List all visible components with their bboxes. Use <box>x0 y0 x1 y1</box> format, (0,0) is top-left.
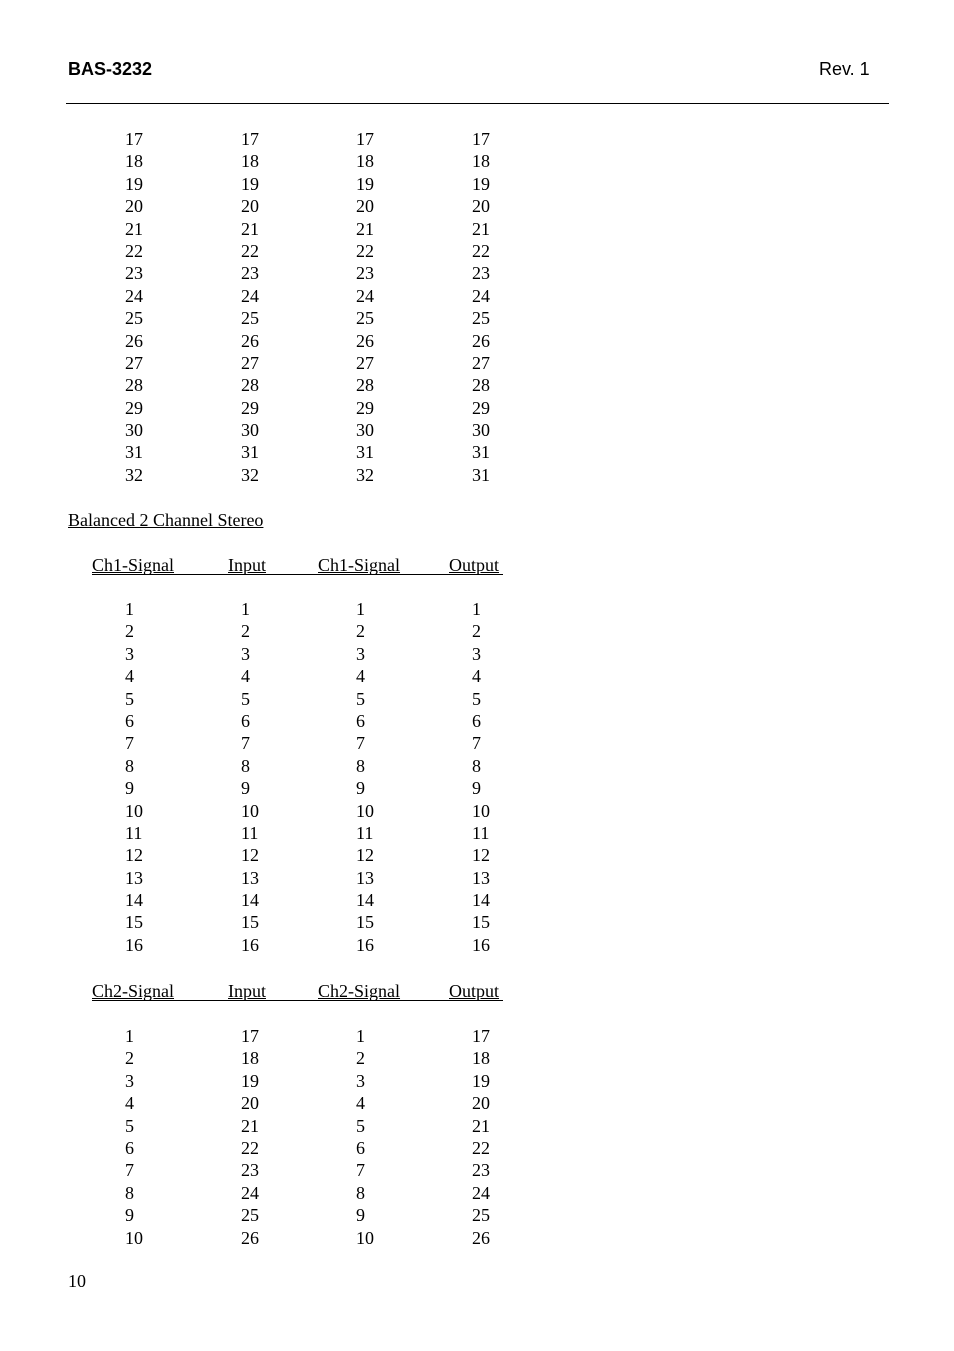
table-row <box>0 307 954 329</box>
table-cell: 17 <box>472 1026 490 1046</box>
table-cell: 20 <box>472 1093 490 1114</box>
table-cell: 8 <box>125 1182 134 1203</box>
table-row <box>0 1025 954 1047</box>
table-cell: 6 <box>472 710 481 731</box>
table-row <box>0 710 954 732</box>
table-cell: 31 <box>472 442 490 463</box>
table-cell: 28 <box>472 375 490 396</box>
table-cell: 6 <box>356 710 365 731</box>
table-cell: 15 <box>472 912 490 933</box>
table-row <box>0 1115 954 1137</box>
table-cell: 19 <box>472 173 490 194</box>
table-cell: 2 <box>356 621 365 642</box>
table-cell: 21 <box>356 218 374 239</box>
table-cell: 16 <box>125 934 143 955</box>
table-cell: 24 <box>241 1182 259 1203</box>
table-cell: 14 <box>472 890 490 911</box>
table-cell: 2 <box>472 621 481 642</box>
table-cell: 1 <box>125 1026 134 1046</box>
ch2-header-input: Input <box>228 981 266 1001</box>
table-cell: 28 <box>241 375 259 396</box>
table-cell: 9 <box>125 778 134 799</box>
table-cell: 27 <box>241 352 259 373</box>
table-cell: 2 <box>356 1048 365 1069</box>
table-cell: 26 <box>356 330 374 351</box>
table-row <box>0 665 954 687</box>
ch1-header-signal-output: Ch1-Signal <box>318 555 401 575</box>
table-row <box>0 643 954 665</box>
table-cell: 24 <box>356 285 374 306</box>
table-cell: 7 <box>472 733 481 754</box>
table-cell: 26 <box>125 330 143 351</box>
table-row <box>0 1227 954 1249</box>
table-cell: 10 <box>356 800 374 821</box>
table-cell: 16 <box>241 934 259 955</box>
table-cell: 13 <box>125 867 143 888</box>
table-cell: 1 <box>241 599 250 619</box>
table-cell: 1 <box>125 599 134 619</box>
table-cell: 13 <box>472 867 490 888</box>
table-cell: 31 <box>356 442 374 463</box>
table-row <box>0 844 954 866</box>
table-cell: 19 <box>356 173 374 194</box>
table-row <box>0 285 954 307</box>
table-row <box>0 262 954 284</box>
table-row <box>0 218 954 240</box>
table-cell: 4 <box>472 666 481 687</box>
table-cell: 24 <box>125 285 143 306</box>
table-cell: 2 <box>125 621 134 642</box>
table-cell: 24 <box>472 1182 490 1203</box>
table-cell: 5 <box>125 1115 134 1136</box>
table-cell: 15 <box>241 912 259 933</box>
table-cell: 18 <box>472 1048 490 1069</box>
table-cell: 4 <box>125 1093 134 1114</box>
table-cell: 18 <box>241 151 259 172</box>
ch1-table-header <box>0 554 954 576</box>
table-cell: 16 <box>472 934 490 955</box>
table-cell: 32 <box>125 464 143 485</box>
table-cell: 2 <box>125 1048 134 1069</box>
table-cell: 9 <box>241 778 250 799</box>
table-row <box>0 911 954 933</box>
table-row <box>0 1159 954 1181</box>
table-cell: 14 <box>241 890 259 911</box>
table-cell: 17 <box>472 129 490 149</box>
table-cell: 31 <box>125 442 143 463</box>
table-cell: 32 <box>356 464 374 485</box>
table-cell: 25 <box>472 308 490 329</box>
table-cell: 4 <box>125 666 134 687</box>
table-cell: 28 <box>125 375 143 396</box>
table-cell: 23 <box>241 263 259 284</box>
table-row <box>0 598 954 620</box>
table-cell: 4 <box>356 666 365 687</box>
table-cell: 3 <box>125 643 134 664</box>
table-row <box>0 1047 954 1069</box>
table-cell: 23 <box>356 263 374 284</box>
table-cell: 23 <box>125 263 143 284</box>
table-cell: 5 <box>356 1115 365 1136</box>
table-cell: 19 <box>472 1070 490 1091</box>
table-cell: 17 <box>241 1026 259 1046</box>
table-cell: 9 <box>356 778 365 799</box>
table-cell: 25 <box>125 308 143 329</box>
table-cell: 7 <box>125 733 134 754</box>
table-cell: 19 <box>125 173 143 194</box>
table-cell: 18 <box>356 151 374 172</box>
table-cell: 29 <box>356 397 374 418</box>
table-cell: 10 <box>356 1227 374 1248</box>
table-cell: 23 <box>472 1160 490 1181</box>
table-cell: 18 <box>472 151 490 172</box>
table-cell: 8 <box>241 755 250 776</box>
ch1-header-signal-input: Ch1-Signal <box>92 555 175 575</box>
table-row <box>0 1204 954 1226</box>
table-cell: 1 <box>356 599 365 619</box>
table-cell: 30 <box>356 420 374 441</box>
table-cell: 12 <box>472 845 490 866</box>
table-cell: 20 <box>125 196 143 217</box>
table-cell: 30 <box>125 420 143 441</box>
table-row <box>0 1182 954 1204</box>
table-cell: 17 <box>356 129 374 149</box>
table-row <box>0 1070 954 1092</box>
table-row <box>0 889 954 911</box>
table-cell: 8 <box>356 755 365 776</box>
table-row <box>0 441 954 463</box>
table-cell: 26 <box>241 1227 259 1248</box>
table-cell: 26 <box>241 330 259 351</box>
section-title: Balanced 2 Channel Stereo <box>68 510 264 530</box>
table-cell: 11 <box>472 822 490 843</box>
table-cell: 9 <box>125 1205 134 1226</box>
table-cell: 32 <box>241 464 259 485</box>
table-cell: 27 <box>472 352 490 373</box>
table-cell: 21 <box>472 218 490 239</box>
table-cell: 3 <box>356 1070 365 1091</box>
table-row <box>0 1137 954 1159</box>
continued-signal-table <box>0 128 954 486</box>
table-cell: 19 <box>241 173 259 194</box>
table-cell: 3 <box>125 1070 134 1091</box>
table-cell: 25 <box>241 308 259 329</box>
table-cell: 7 <box>356 1160 365 1181</box>
table-row <box>0 688 954 710</box>
table-cell: 20 <box>241 196 259 217</box>
table-cell: 23 <box>472 263 490 284</box>
table-cell: 10 <box>241 800 259 821</box>
table-cell: 7 <box>241 733 250 754</box>
table-row <box>0 777 954 799</box>
table-cell: 22 <box>356 240 374 261</box>
table-cell: 12 <box>241 845 259 866</box>
table-cell: 3 <box>356 643 365 664</box>
table-row <box>0 195 954 217</box>
table-cell: 31 <box>241 442 259 463</box>
table-cell: 20 <box>472 196 490 217</box>
table-cell: 17 <box>241 129 259 149</box>
table-row <box>0 128 954 150</box>
table-cell: 21 <box>125 218 143 239</box>
table-cell: 14 <box>356 890 374 911</box>
table-cell: 1 <box>472 599 481 619</box>
table-cell: 5 <box>356 688 365 709</box>
table-cell: 21 <box>241 1115 259 1136</box>
table-cell: 23 <box>241 1160 259 1181</box>
table-cell: 20 <box>241 1093 259 1114</box>
table-cell: 18 <box>125 151 143 172</box>
table-cell: 15 <box>125 912 143 933</box>
ch2-header-signal-output: Ch2-Signal <box>318 981 401 1001</box>
table-row <box>0 1092 954 1114</box>
table-cell: 6 <box>356 1137 365 1158</box>
table-cell: 6 <box>125 1137 134 1158</box>
table-cell: 21 <box>241 218 259 239</box>
table-cell: 27 <box>356 352 374 373</box>
table-cell: 3 <box>472 643 481 664</box>
table-cell: 31 <box>472 464 490 485</box>
table-cell: 13 <box>241 867 259 888</box>
table-cell: 7 <box>125 1160 134 1181</box>
ch2-header-output: Output <box>449 981 500 1001</box>
table-cell: 8 <box>472 755 481 776</box>
table-cell: 25 <box>356 308 374 329</box>
header-divider <box>66 103 889 104</box>
table-cell: 11 <box>356 822 374 843</box>
table-cell: 30 <box>241 420 259 441</box>
table-cell: 21 <box>472 1115 490 1136</box>
table-row <box>0 620 954 642</box>
table-cell: 18 <box>241 1048 259 1069</box>
table-cell: 29 <box>125 397 143 418</box>
table-cell: 7 <box>356 733 365 754</box>
table-cell: 24 <box>472 285 490 306</box>
table-row <box>0 419 954 441</box>
table-cell: 30 <box>472 420 490 441</box>
table-cell: 22 <box>472 1137 490 1158</box>
document-id: BAS-3232 <box>68 59 153 79</box>
table-cell: 4 <box>356 1093 365 1114</box>
ch1-header-input: Input <box>228 555 266 575</box>
table-cell: 28 <box>356 375 374 396</box>
ch2-header-signal-input: Ch2-Signal <box>92 981 175 1001</box>
table-cell: 1 <box>356 1026 365 1046</box>
table-cell: 22 <box>472 240 490 261</box>
table-cell: 9 <box>356 1205 365 1226</box>
table-cell: 3 <box>241 643 250 664</box>
table-cell: 25 <box>472 1205 490 1226</box>
table-cell: 24 <box>241 285 259 306</box>
ch2-table-header <box>0 980 954 1002</box>
ch1-signal-table <box>0 598 954 956</box>
table-cell: 29 <box>472 397 490 418</box>
table-cell: 22 <box>125 240 143 261</box>
table-cell: 11 <box>241 822 259 843</box>
table-cell: 10 <box>125 1227 143 1248</box>
table-cell: 27 <box>125 352 143 373</box>
table-row <box>0 330 954 352</box>
table-row <box>0 352 954 374</box>
table-cell: 19 <box>241 1070 259 1091</box>
table-cell: 11 <box>125 822 143 843</box>
table-cell: 12 <box>356 845 374 866</box>
table-cell: 13 <box>356 867 374 888</box>
table-cell: 22 <box>241 240 259 261</box>
table-row <box>0 934 954 956</box>
table-row <box>0 173 954 195</box>
table-cell: 8 <box>356 1182 365 1203</box>
revision-label: Rev. 1 <box>819 59 870 79</box>
table-cell: 22 <box>241 1137 259 1158</box>
table-cell: 29 <box>241 397 259 418</box>
table-row <box>0 800 954 822</box>
table-row <box>0 374 954 396</box>
ch2-signal-table <box>0 1025 954 1249</box>
table-cell: 6 <box>125 710 134 731</box>
table-row <box>0 755 954 777</box>
table-cell: 9 <box>472 778 481 799</box>
table-cell: 15 <box>356 912 374 933</box>
table-cell: 20 <box>356 196 374 217</box>
table-row <box>0 732 954 754</box>
table-cell: 14 <box>125 890 143 911</box>
table-row <box>0 240 954 262</box>
table-cell: 12 <box>125 845 143 866</box>
table-cell: 8 <box>125 755 134 776</box>
table-cell: 5 <box>472 688 481 709</box>
table-cell: 10 <box>472 800 490 821</box>
table-row <box>0 150 954 172</box>
table-row <box>0 822 954 844</box>
table-cell: 6 <box>241 710 250 731</box>
page-number: 10 <box>68 1271 86 1291</box>
table-cell: 17 <box>125 129 143 149</box>
table-cell: 16 <box>356 934 374 955</box>
table-cell: 26 <box>472 330 490 351</box>
table-cell: 4 <box>241 666 250 687</box>
table-row <box>0 397 954 419</box>
table-cell: 25 <box>241 1205 259 1226</box>
table-cell: 2 <box>241 621 250 642</box>
table-cell: 10 <box>125 800 143 821</box>
table-row <box>0 464 954 486</box>
table-row <box>0 867 954 889</box>
table-cell: 26 <box>472 1227 490 1248</box>
ch1-header-output: Output <box>449 555 500 575</box>
table-cell: 5 <box>125 688 134 709</box>
table-cell: 5 <box>241 688 250 709</box>
